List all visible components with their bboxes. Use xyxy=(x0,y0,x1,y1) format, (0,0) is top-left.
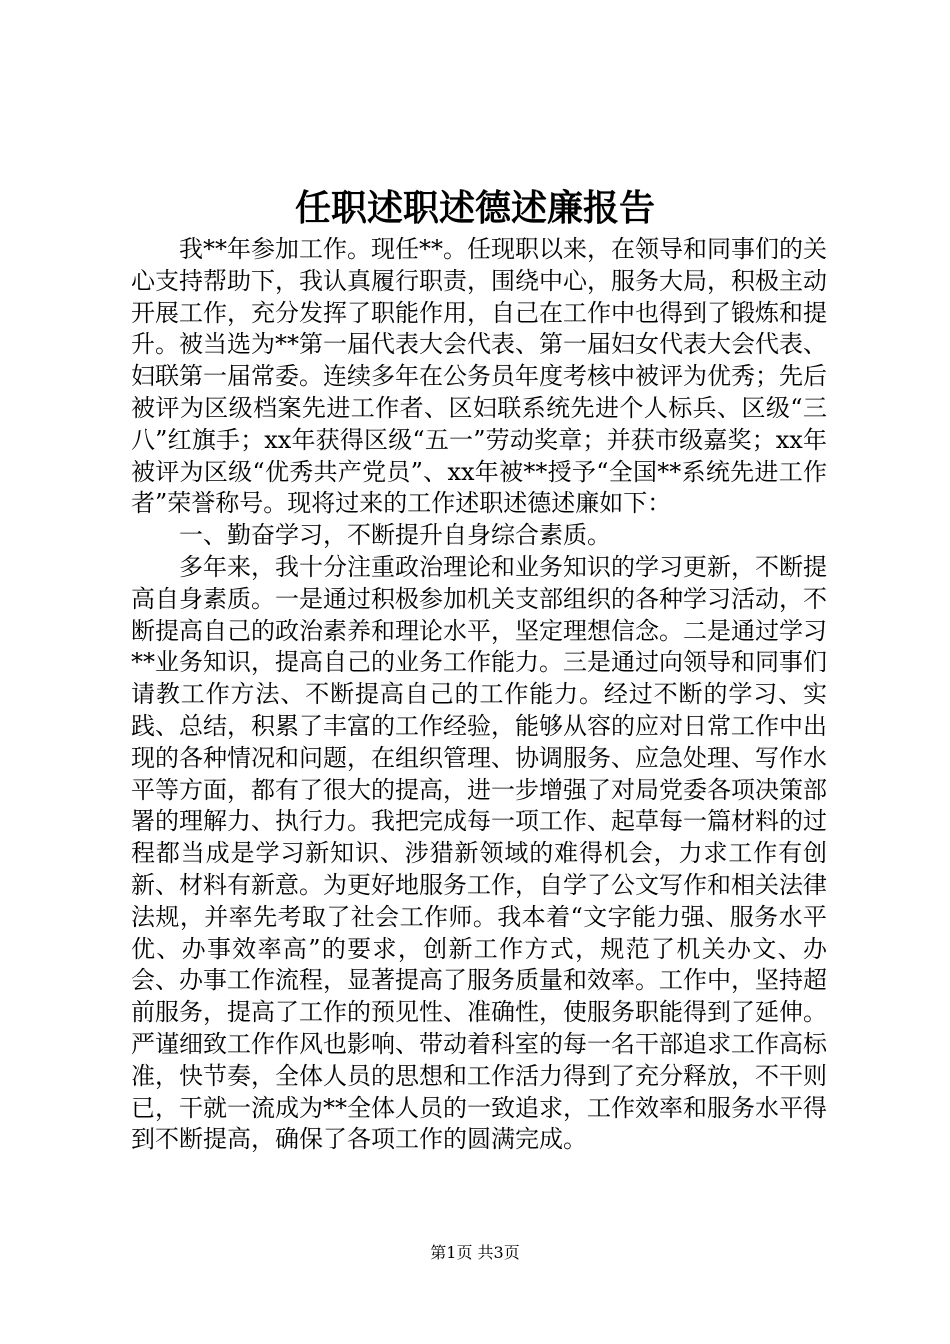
document-body xyxy=(131,234,827,1156)
section-heading-1: 一、勤奋学习，不断提升自身综合素质。 xyxy=(179,521,611,550)
page-footer: 第1页 共3页 xyxy=(430,1243,520,1262)
paragraph-study: 多年来，我十分注重政治理论和业务知识的学习更新，不断提高自身素质。一是通过积极参加机关支部组织的各种学习活动，不断提高自己的政治素养和理论水平，坚定理想信念。二是通过学习**业务知识，提高自己的业务工作能力。三是通过向领导和同事们请教工作方法、不断提高自己的工作能力。经过不断的学习、实践、总结，积累了丰富的工作经验，能够从容的应对日常工作中出现的各种情况和问题，在组织管理、协调服务、应急处理、写作水平等方面，都有了很大的提高，进一步增强了对局党委各项决策部署的理解力、执行力。我把完成每一项工作、起草每一篇材料的过程都当成是学习新知识、涉猎新领域的难得机会，力求工作有创新、材料有新意。为更好地服务工作，自学了公文写作和相关法律法规，并率先考取了社会工作师。我本着“文字能力强、服务水平优、办事效率高”的要求，创新工作方式，规范了机关办文、办会、办事工作流程，显著提高了服务质量和效率。工作中，坚持超前服务，提高了工作的预见性、准确性，使服务职能得到了延伸。严谨细致工作作风也影响、带动着科室的每一名干部追求工作高标准，快节奏，全体人员的思想和工作活力得到了充分释放，不干则已，干就一流成为**全体人员的一致追求，工作效率和服务水平得到不断提高，确保了各项工作的圆满完成。 xyxy=(131,552,827,1154)
document-title: 任职述职述德述廉报告 xyxy=(294,187,655,229)
paragraph-intro: 我**年参加工作。现任**。任现职以来，在领导和同事们的关心支持帮助下，我认真履行职责，围绕中心，服务大局，积极主动开展工作，充分发挥了职能作用，自己在工作中也得到了锻炼和提升。被当选为**第一届代表大会代表、第一届妇女代表大会代表、妇联第一届常委。连续多年在公务员年度考核中被评为优秀；先后被评为区级档案先进工作者、区妇联系统先进个人标兵、区级“三八”红旗手；xx年获得区级“五一”劳动奖章；并获市级嘉奖；xx年被评为区级“优秀共产党员”、xx年被**授予“全国**系统先进工作者”荣誉称号。现将过来的工作述职述德述廉如下： xyxy=(131,235,827,518)
